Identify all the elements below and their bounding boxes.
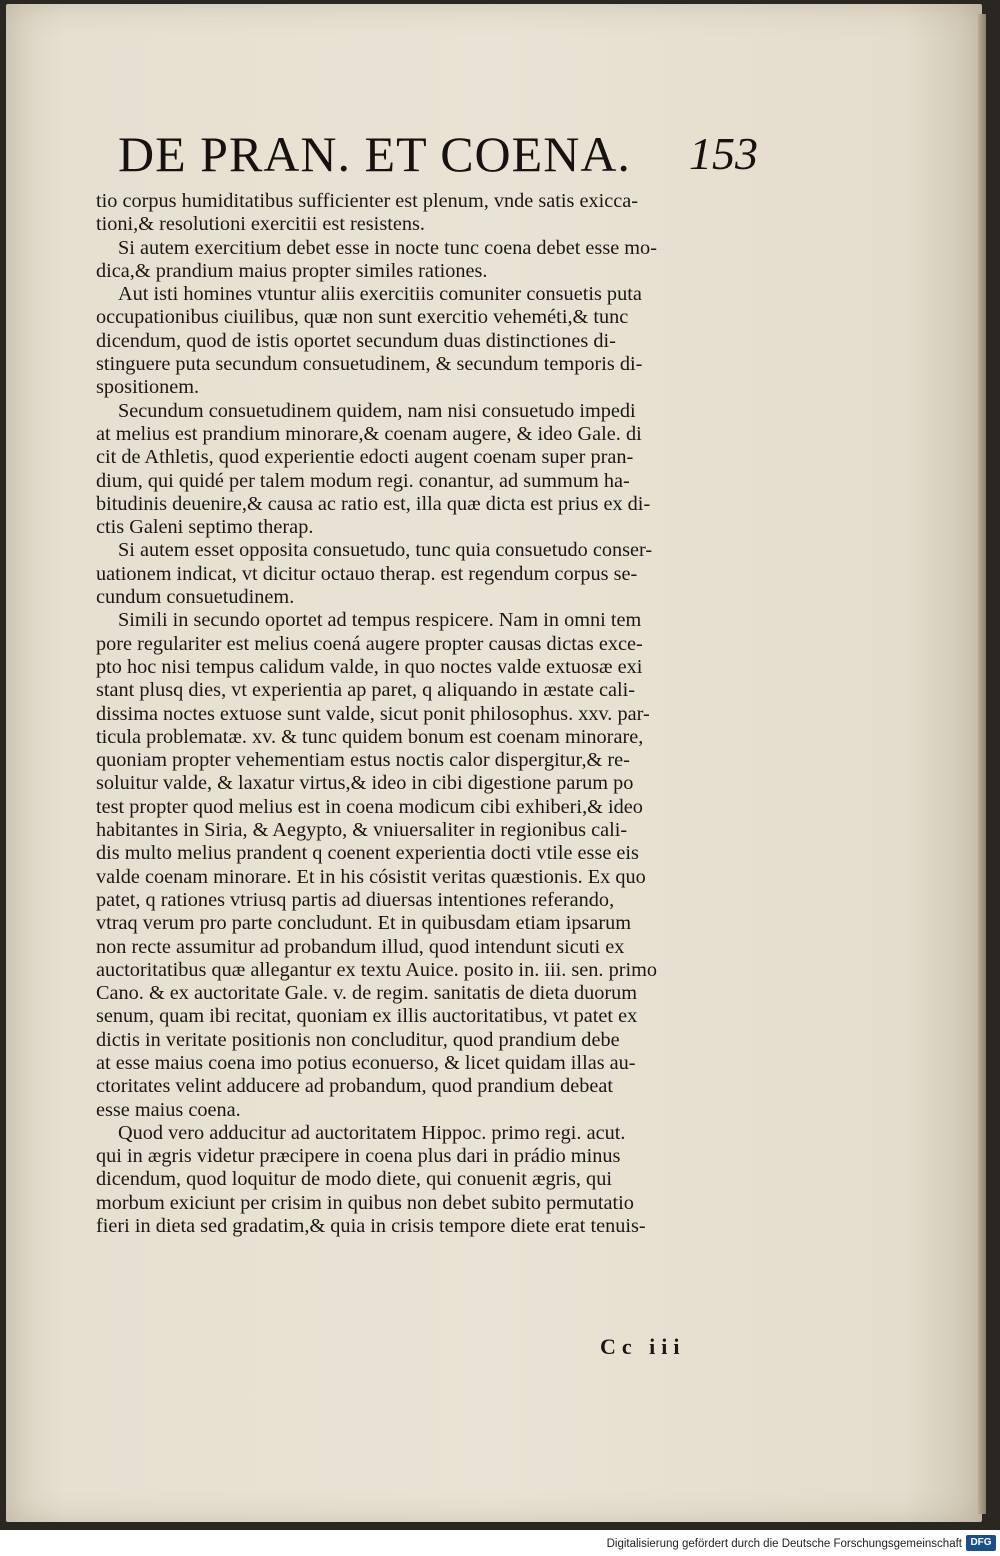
text-line: cit de Athletis, quod experientie edocti augent coenam super pran- [96,446,634,469]
text-line: dicendum, quod de istis oportet secundum duas distinctiones di- [96,329,616,352]
text-line: Quod vero adducitur ad auctoritatem Hippoc. primo regi. acut. [118,1121,626,1144]
text-line: dissima noctes extuose sunt valde, sicut ponit philosophus. xxv. par- [96,702,650,725]
text-line: dictis in veritate positionis non concluditur, quod prandium debe [96,1028,620,1051]
text-line: soluitur valde, & laxatur virtus,& ideo in cibi digestione parum po [96,772,634,795]
text-line: senum, quam ibi recitat, quoniam ex illis auctoritatibus, vt patet ex [96,1005,638,1028]
text-line: spositionem. [96,376,200,399]
page-edge [978,14,986,1514]
text-line: occupationibus ciuilibus, quæ non sunt exercitio veheméti,& tunc [96,306,629,329]
text-line: habitantes in Siria, & Aegypto, & vniuersaliter in regionibus cali- [96,819,628,842]
text-line: Cano. & ex auctoritate Gale. v. de regim. sanitatis de dieta duorum [96,982,638,1005]
text-line: Aut isti homines vtuntur aliis exercitiis comuniter consuetis puta [118,283,642,306]
text-line: dium, qui quidé per talem modum regi. conantur, ad summum ha- [96,469,630,492]
text-line: Secundum consuetudinem quidem, nam nisi consuetudo impedi [118,399,636,422]
dfg-logo: DFG [966,1535,996,1551]
text-line: esse maius coena. [96,1098,241,1121]
text-line: Si autem exercitium debet esse in nocte tunc coena debet esse mo- [118,236,657,259]
text-line: ctoritates velint adducere ad probandum, quod prandium debeat [96,1075,613,1098]
text-line: stant plusq dies, vt experientia ap paret, q aliquando in æstate cali- [96,679,635,702]
text-line: stinguere puta secundum consuetudinem, & secundum temporis di- [96,353,643,376]
text-line: uationem indicat, vt dicitur octauo therap. est regendum corpus se- [96,562,638,585]
running-head: DE PRAN. ET COENA. [118,126,631,182]
text-line: vtraq verum pro parte concludunt. Et in quibusdam etiam ipsarum [96,912,632,935]
text-line: non recte assumitur ad probandum illud, quod intendunt sicuti ex [96,935,625,958]
text-line: morbum exiciunt per crisim in quibus non debet subito permutatio [96,1191,634,1214]
text-line: fieri in dieta sed gradatim,& quia in crisis tempore diete erat tenuis- [96,1215,646,1238]
text-line: auctoritatibus quæ allegantur ex textu Auice. posito in. iii. sen. primo [96,958,658,981]
text-line: at esse maius coena imo potius econuerso, & licet quidam illas au- [96,1051,636,1074]
text-line: qui in ægris videtur præcipere in coena plus dari in prádio minus [96,1145,621,1168]
text-line: Simili in secundo oportet ad tempus respicere. Nam in omni tem [118,609,642,632]
text-line: dicendum, quod loquitur de modo diete, qui conuenit ægris, qui [96,1168,612,1191]
text-line: dica,& prandium maius propter similes rationes. [96,259,488,282]
folio-number: 153 [689,128,758,179]
text-line: dis multo melius prandent q coenent experientia docti vtile esse eis [96,842,639,865]
text-line: Si autem esset opposita consuetudo, tunc quia consuetudo conser- [118,539,653,562]
text-line: quoniam propter vehementiam estus noctis calor dispergitur,& re- [96,749,630,772]
body-text [96,190,776,1238]
text-line: test propter quod melius est in coena modicum cibi exhiberi,& ideo [96,795,643,818]
signature-mark: Cc iii [600,1334,686,1359]
text-line: pto hoc nisi tempus calidum valde, in quo noctes valde extuosæ exi [96,655,643,678]
text-line: bitudinis deuenire,& causa ac ratio est, illa quæ dicta est prius ex di- [96,492,651,515]
text-line: valde coenam minorare. Et in his cósistit veritas quæstionis. Ex quo [96,865,646,888]
text-line: tioni,& resolutioni exercitii est resistens. [96,213,425,236]
text-line: tio corpus humiditatibus sufficienter est plenum, vnde satis exicca- [96,190,639,212]
page-header [118,124,758,184]
text-line: patet, q rationes vtriusq partis ad diuersas intentiones referando, [96,888,615,911]
text-line: ctis Galeni septimo therap. [96,516,314,539]
footer-credit: Digitalisierung gefördert durch die Deutsche Forschungsgemeinschaft [606,1538,962,1550]
text-line: pore regulariter est melius coená augere propter causas dictas exce- [96,632,643,655]
text-line: at melius est prandium minorare,& coenam augere, & ideo Gale. di [96,422,642,445]
text-line: ticula problematæ. xv. & tunc quidem bonum est coenam minorare, [96,725,644,748]
text-line: cundum consuetudinem. [96,586,295,609]
